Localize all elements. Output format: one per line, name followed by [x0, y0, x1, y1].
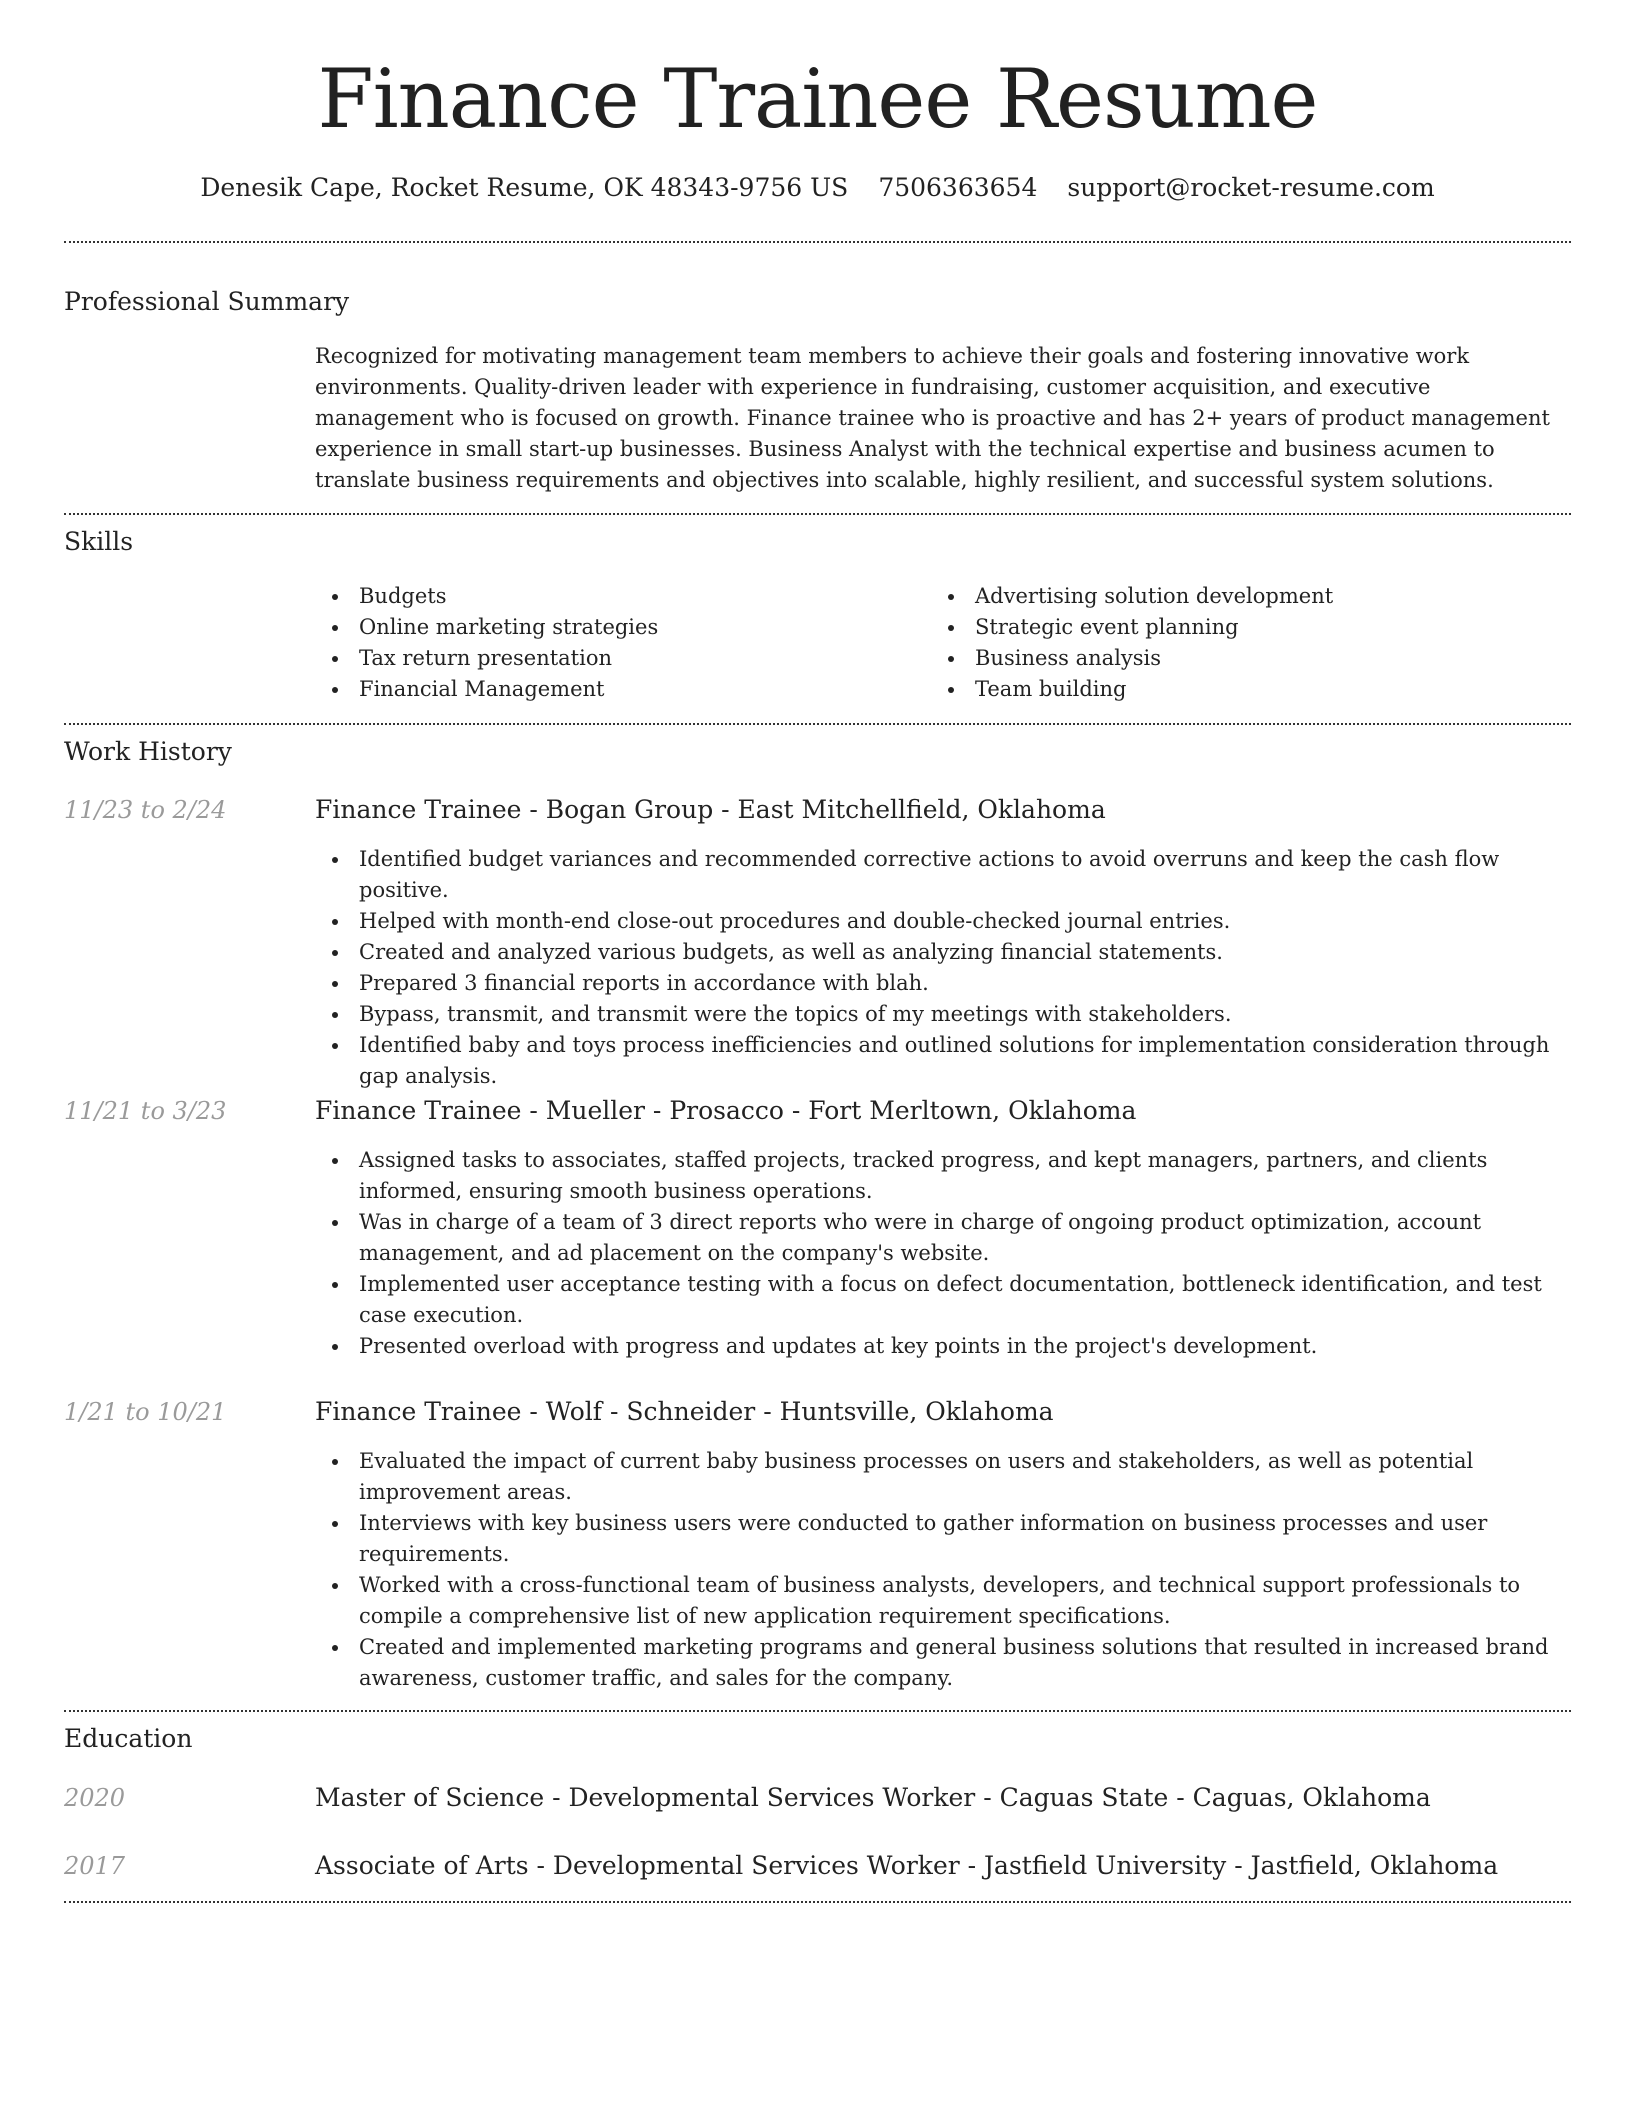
education-degree: Master of Science - Developmental Services Worker - Caguas State - Caguas, Oklahoma — [315, 1783, 1431, 1812]
job-title: Finance Trainee - Wolf - Schneider - Huntsville, Oklahoma — [315, 1397, 1054, 1426]
section-title-education: Education — [64, 1724, 193, 1753]
job-bullet: Worked with a cross-functional team of business analysts, developers, and technical support professionals to compile a comprehensive list of new application requirement specifications. — [359, 1570, 1571, 1632]
divider — [64, 1710, 1571, 1712]
job-title: Finance Trainee - Bogan Group - East Mitchellfield, Oklahoma — [315, 795, 1106, 824]
divider — [64, 1901, 1571, 1903]
divider — [64, 513, 1571, 515]
section-title-skills: Skills — [64, 527, 134, 556]
summary-text: Recognized for motivating management team members to achieve their goals and fostering innovative work environments. Quality-driven leader with experience in fundraising, customer acquisition, and executive management who is focused on growth. Finance trainee who is proactive and has 2+ years of product management experience in small start-up businesses. Business Analyst with the technical expertise and business acumen to translate business requirements and objectives into scalable, highly resilient, and successful system solutions. — [315, 344, 1550, 492]
job-bullet: Presented overload with progress and updates at key points in the project's development. — [359, 1331, 1571, 1362]
job-bullet: Interviews with key business users were conducted to gather information on business processes and user requirements. — [359, 1508, 1571, 1570]
job-bullets — [315, 844, 1571, 1092]
divider — [64, 241, 1571, 243]
education-degree: Associate of Arts - Developmental Services Worker - Jastfield University - Jastfield, Oklahoma — [315, 1851, 1499, 1880]
divider — [64, 723, 1571, 725]
job-dates: 11/21 to 3/23 — [64, 1097, 227, 1125]
job-bullet: Bypass, transmit, and transmit were the topics of my meetings with stakeholders. — [359, 999, 1571, 1030]
skill-item: Advertising solution development — [975, 581, 1531, 612]
job-bullets — [315, 1446, 1571, 1694]
skills-right-column — [931, 581, 1531, 705]
education-year: 2017 — [64, 1852, 126, 1880]
contact-line — [64, 170, 1571, 206]
skill-item: Budgets — [359, 581, 915, 612]
job-bullet: Assigned tasks to associates, staffed projects, tracked progress, and kept managers, partners, and clients informed, ensuring smooth business operations. — [359, 1145, 1571, 1207]
job-bullet: Helped with month-end close-out procedures and double-checked journal entries. — [359, 906, 1571, 937]
skill-item: Financial Management — [359, 674, 915, 705]
job-bullet: Identified baby and toys process inefficiencies and outlined solutions for implementation consideration through gap analysis. — [359, 1030, 1571, 1092]
skill-item: Tax return presentation — [359, 643, 915, 674]
job-bullet: Evaluated the impact of current baby business processes on users and stakeholders, as well as potential improvement areas. — [359, 1446, 1571, 1508]
job-bullets — [315, 1145, 1571, 1362]
job-bullet: Implemented user acceptance testing with a focus on defect documentation, bottleneck identification, and test case execution. — [359, 1269, 1571, 1331]
job-dates: 1/21 to 10/21 — [64, 1398, 227, 1426]
contact-phone: 7506363654 — [878, 173, 1038, 202]
job-dates: 11/23 to 2/24 — [64, 796, 227, 824]
job-bullet: Identified budget variances and recommended corrective actions to avoid overruns and keep the cash flow positive. — [359, 844, 1571, 906]
skill-item: Business analysis — [975, 643, 1531, 674]
skill-item: Online marketing strategies — [359, 612, 915, 643]
job-bullet: Created and implemented marketing programs and general business solutions that resulted in increased brand awareness, customer traffic, and sales for the company. — [359, 1632, 1571, 1694]
job-bullet: Created and analyzed various budgets, as well as analyzing financial statements. — [359, 937, 1571, 968]
contact-address: Denesik Cape, Rocket Resume, OK 48343-9756 US — [200, 173, 849, 202]
job-bullet: Was in charge of a team of 3 direct reports who were in charge of ongoing product optimization, account management, and ad placement on the company's website. — [359, 1207, 1571, 1269]
skill-item: Strategic event planning — [975, 612, 1531, 643]
skill-item: Team building — [975, 674, 1531, 705]
job-title: Finance Trainee - Mueller - Prosacco - Fort Merltown, Oklahoma — [315, 1096, 1137, 1125]
section-title-summary: Professional Summary — [64, 287, 350, 316]
section-title-work-history: Work History — [64, 737, 232, 766]
job-bullet: Prepared 3 financial reports in accordance with blah. — [359, 968, 1571, 999]
skills-left-column — [315, 581, 915, 705]
contact-email: support@rocket-resume.com — [1067, 173, 1435, 202]
resume-title: Finance Trainee Resume — [317, 53, 1318, 147]
education-year: 2020 — [64, 1784, 126, 1812]
